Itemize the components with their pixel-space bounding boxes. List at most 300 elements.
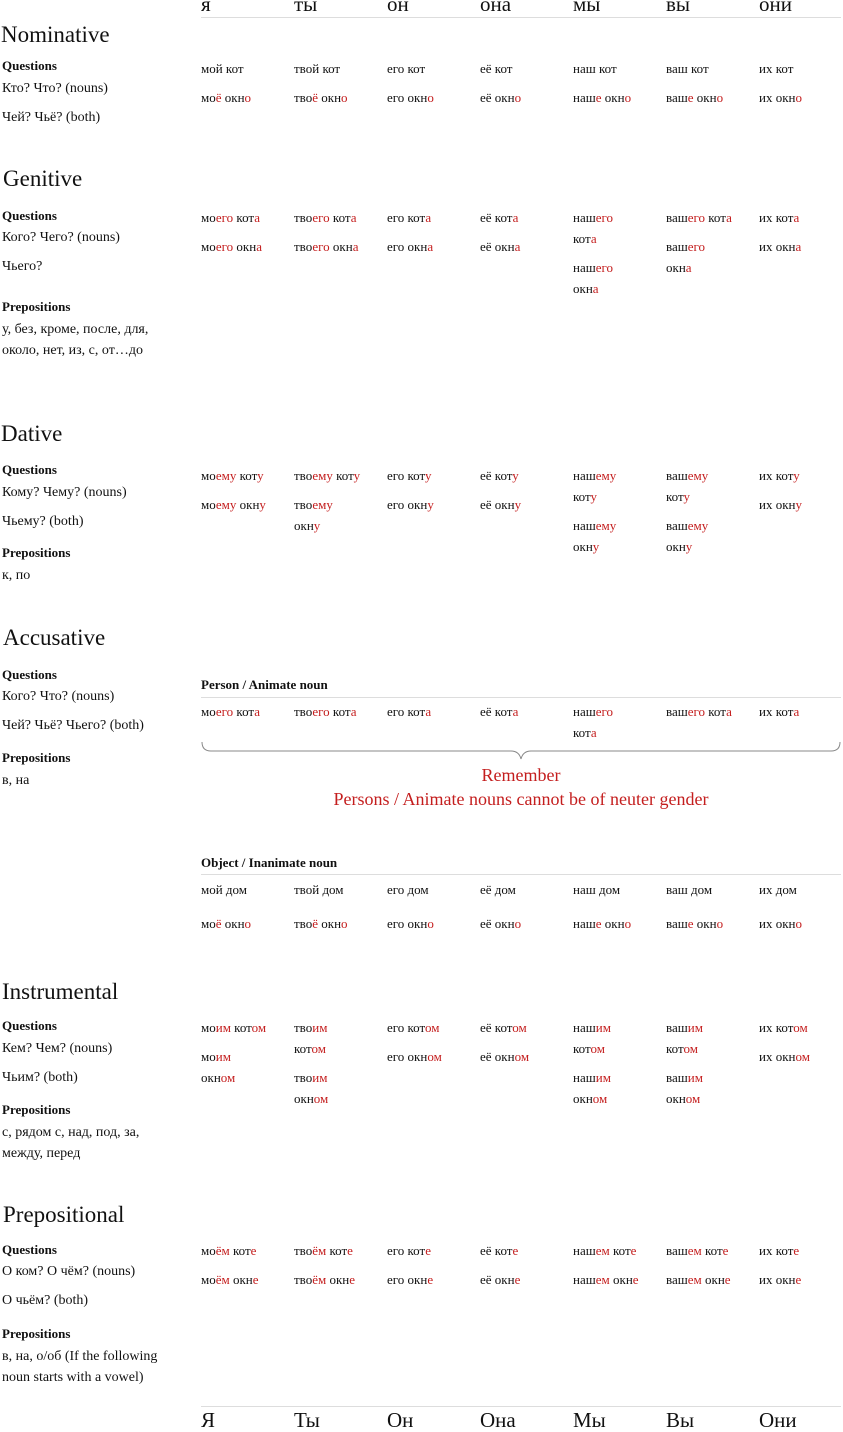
form-cell <box>759 1017 843 1075</box>
form-cell <box>573 701 661 751</box>
stem-text: твой кот <box>294 61 341 76</box>
word-form <box>201 236 289 257</box>
word-form-line <box>666 913 754 934</box>
question-line: Чьего? <box>2 259 43 274</box>
ending-highlight: его <box>215 239 234 254</box>
form-cell <box>759 58 843 116</box>
word-form-line <box>666 536 754 557</box>
stem-text: наш <box>573 1243 596 1258</box>
word-form <box>573 207 661 249</box>
form-cell <box>573 1017 661 1117</box>
stem-text: наш <box>573 1272 596 1287</box>
prepositions-text: с, рядом с, над, под, за, между, перед <box>2 1125 140 1161</box>
form-cell <box>387 465 475 523</box>
word-form <box>201 465 289 486</box>
ending-highlight: им <box>215 1020 231 1035</box>
word-form-line <box>759 1240 843 1261</box>
ending-highlight: ему <box>215 497 237 512</box>
case-title: Instrumental <box>2 979 119 1004</box>
form-cell <box>480 1240 568 1298</box>
stem-text: их кот <box>759 61 794 76</box>
ending-highlight: им <box>687 1070 703 1085</box>
header-rule <box>201 1406 841 1407</box>
form-cell <box>387 701 475 730</box>
pronoun-ty: ты <box>294 0 318 16</box>
word-form <box>294 465 382 486</box>
word-form-line <box>759 1017 843 1038</box>
word-form-line <box>480 87 568 108</box>
form-cell <box>759 701 843 730</box>
ending-highlight: ом <box>313 1091 329 1106</box>
word-form-line <box>294 494 382 515</box>
ending-highlight: ом <box>251 1020 267 1035</box>
stem-text: кот <box>329 210 351 225</box>
form-cell <box>666 58 754 116</box>
word-form <box>201 1240 289 1261</box>
word-form-line <box>480 1269 568 1290</box>
ending-highlight: а <box>254 704 261 719</box>
form-cell <box>201 465 289 523</box>
ending-highlight: ом <box>220 1070 236 1085</box>
pronoun-vy: вы <box>666 0 691 16</box>
ending-highlight: е <box>722 1243 729 1258</box>
word-form-line <box>666 465 754 486</box>
stem-text: ваш <box>666 210 688 225</box>
form-cell <box>666 1017 754 1117</box>
ending-highlight: ем <box>687 1243 702 1258</box>
ending-highlight: а <box>795 239 802 254</box>
questions-section <box>2 667 192 734</box>
word-form-line <box>666 701 754 722</box>
animate-subheading: Person / Animate noun <box>201 677 328 692</box>
stem-text: наш кот <box>573 61 617 76</box>
word-form <box>666 515 754 557</box>
prepositions-label: Prepositions <box>2 750 71 765</box>
word-form <box>759 465 843 486</box>
ending-highlight: его <box>312 210 330 225</box>
ending-highlight: ему <box>595 518 617 533</box>
stem-text: их кот <box>759 1243 794 1258</box>
stem-text: её дом <box>480 882 516 897</box>
word-form <box>387 1269 475 1290</box>
stem-text: их кот <box>759 210 794 225</box>
ending-highlight: а <box>512 210 519 225</box>
word-form <box>666 87 754 108</box>
ending-highlight: им <box>312 1020 328 1035</box>
word-form <box>480 701 568 722</box>
ending-highlight: ом <box>311 1041 326 1056</box>
word-form <box>573 257 661 299</box>
word-form-line <box>480 465 568 486</box>
ending-highlight: ё <box>312 90 319 105</box>
ending-highlight: им <box>312 1070 328 1085</box>
ending-highlight: о <box>514 90 522 105</box>
word-form-line <box>573 486 661 507</box>
word-form-line <box>666 1067 754 1088</box>
ending-highlight: ем <box>595 1272 610 1287</box>
word-form-line <box>759 236 843 257</box>
stem-text: тво <box>294 210 313 225</box>
word-form <box>480 87 568 108</box>
ending-highlight: ему <box>687 468 709 483</box>
stem-text: тво <box>294 468 313 483</box>
remember-title: Remember <box>481 765 561 785</box>
form-cell <box>759 465 843 523</box>
pronoun-ona: она <box>480 0 512 16</box>
stem-text: кот <box>230 1020 252 1035</box>
word-form <box>480 1046 568 1067</box>
form-cell <box>666 207 754 286</box>
stem-text: её окн <box>480 1272 515 1287</box>
pronoun-my: мы <box>573 0 601 16</box>
ending-highlight: его <box>595 210 614 225</box>
word-form-line <box>573 722 661 743</box>
word-form-line <box>294 1038 382 1059</box>
stem-text: окн <box>701 1272 725 1287</box>
prepositions-text: в, на, о/об (If the following noun starts with a vowel) <box>2 1349 158 1385</box>
stem-text: окн <box>201 1070 221 1085</box>
word-form <box>573 701 661 743</box>
ending-highlight: е <box>252 1272 259 1287</box>
stem-text: окн <box>601 90 625 105</box>
word-form-line <box>294 87 382 108</box>
questions-label: Questions <box>2 667 57 682</box>
stem-text: ваш <box>666 239 688 254</box>
form-cell <box>387 1017 475 1075</box>
word-form-line <box>480 1017 568 1038</box>
stem-text: его кот <box>387 1020 426 1035</box>
ending-highlight: ом <box>592 1091 608 1106</box>
ending-highlight: им <box>595 1070 611 1085</box>
word-form-line <box>573 1269 661 1290</box>
ending-highlight: у <box>512 468 519 483</box>
ending-highlight: ему <box>312 497 333 512</box>
form-cell <box>201 58 289 116</box>
pronoun-on: Он <box>387 1408 414 1432</box>
stem-text: окн <box>693 916 717 931</box>
ending-highlight: а <box>512 704 519 719</box>
ending-highlight: е <box>512 1243 519 1258</box>
word-form-line <box>666 486 754 507</box>
ending-highlight: а <box>350 704 357 719</box>
stem-text: её окн <box>480 90 515 105</box>
inanimate-subheading: Object / Inanimate noun <box>201 855 338 870</box>
stem-text: мо <box>201 239 216 254</box>
ending-highlight: а <box>590 231 597 246</box>
ending-highlight: ем <box>687 1272 702 1287</box>
questions-section <box>2 1242 192 1309</box>
ending-highlight: у <box>353 468 361 483</box>
word-form <box>480 1017 568 1038</box>
stem-text: их дом <box>759 882 797 897</box>
word-form-line <box>573 1088 661 1109</box>
prepositions-text: у, без, кроме, после, для, около, нет, из, с, от…до <box>2 322 149 358</box>
word-form <box>294 879 382 900</box>
word-form-line <box>573 1067 661 1088</box>
word-form-line <box>387 494 475 515</box>
word-form-line <box>387 1046 475 1067</box>
stem-text: ваш кот <box>666 61 709 76</box>
ending-highlight: о <box>341 90 348 105</box>
form-cell <box>480 1017 568 1075</box>
word-form-line <box>573 1240 661 1261</box>
word-form-line <box>573 207 661 228</box>
stem-text: кот <box>236 468 258 483</box>
word-form-line <box>387 913 475 934</box>
stem-text: окн <box>573 539 593 554</box>
word-form <box>294 701 382 722</box>
question-line: О чьём? (both) <box>2 1293 89 1308</box>
stem-text: её кот <box>480 210 513 225</box>
ending-highlight: ему <box>215 468 237 483</box>
question-line: Чей? Чьё? Чьего? (both) <box>2 718 144 733</box>
stem-text: мо <box>201 1049 216 1064</box>
word-form <box>201 913 289 934</box>
word-form <box>201 87 289 108</box>
ending-highlight: его <box>215 704 234 719</box>
prepositions-label: Prepositions <box>2 1326 71 1341</box>
form-cell <box>666 701 754 730</box>
stem-text: окн <box>573 281 593 296</box>
stem-text: кот <box>329 704 351 719</box>
word-form <box>387 1017 475 1038</box>
case-title: Accusative <box>3 625 106 650</box>
stem-text: ваш <box>666 1243 688 1258</box>
stem-text: её кот <box>480 1020 513 1035</box>
prepositions-section <box>2 1102 192 1164</box>
ending-highlight: ом <box>683 1041 698 1056</box>
stem-text: их кот <box>759 468 794 483</box>
ending-highlight: ём <box>215 1272 230 1287</box>
question-line: Кого? Чего? (nouns) <box>2 230 120 245</box>
stem-text: окн <box>294 1091 314 1106</box>
stem-text: окн <box>236 497 260 512</box>
stem-text: наш <box>573 1020 596 1035</box>
word-form-line <box>666 1088 754 1109</box>
stem-text: его окн <box>387 916 428 931</box>
word-form-line <box>294 515 382 536</box>
word-form <box>666 236 754 278</box>
word-form <box>573 1269 661 1290</box>
stem-text: окн <box>666 260 686 275</box>
word-form-line <box>759 701 843 722</box>
questions-section <box>2 1018 192 1086</box>
stem-text: твой дом <box>294 882 344 897</box>
word-form-line <box>666 207 754 228</box>
word-form <box>573 1240 661 1261</box>
questions-section <box>2 208 192 275</box>
word-form-line <box>759 207 843 228</box>
word-form <box>759 913 843 934</box>
word-form <box>759 207 843 228</box>
ending-highlight: о <box>341 916 348 931</box>
ending-highlight: е <box>427 1272 434 1287</box>
stem-text: его кот <box>387 210 426 225</box>
stem-text: кот <box>294 1041 312 1056</box>
stem-text: окн <box>221 916 245 931</box>
prepositions-section <box>2 545 192 586</box>
form-cell <box>573 465 661 565</box>
word-form <box>666 1017 754 1059</box>
form-cell <box>759 1240 843 1298</box>
form-cell <box>201 1240 289 1298</box>
ending-highlight: у <box>514 497 522 512</box>
word-form <box>666 1240 754 1261</box>
ending-highlight: ом <box>514 1049 530 1064</box>
questions-label: Questions <box>2 462 57 477</box>
word-form <box>294 87 382 108</box>
stem-text: окн <box>326 1272 350 1287</box>
case-title: Prepositional <box>3 1202 125 1227</box>
ending-highlight: а <box>592 281 599 296</box>
ending-highlight: а <box>514 239 521 254</box>
stem-text: его окн <box>387 1049 428 1064</box>
ending-highlight: ом <box>685 1091 701 1106</box>
stem-text: мо <box>201 1243 216 1258</box>
word-form <box>573 87 661 108</box>
question-line: Кому? Чему? (nouns) <box>2 485 127 500</box>
ending-highlight: е <box>595 90 602 105</box>
word-form-line <box>480 494 568 515</box>
ending-highlight: о <box>427 916 434 931</box>
ending-highlight: его <box>687 704 706 719</box>
word-form <box>759 236 843 257</box>
word-form <box>480 207 568 228</box>
ending-highlight: у <box>793 468 800 483</box>
stem-text: наш <box>573 1070 596 1085</box>
prepositions-label: Prepositions <box>2 299 71 314</box>
animate-rule <box>201 697 841 698</box>
stem-text: их окн <box>759 239 796 254</box>
stem-text: его окн <box>387 1272 428 1287</box>
ending-highlight: е <box>250 1243 257 1258</box>
stem-text: кот <box>705 210 727 225</box>
form-cell <box>294 879 382 947</box>
word-form <box>759 1017 843 1038</box>
stem-text: наш <box>573 90 596 105</box>
stem-text: его окн <box>387 90 428 105</box>
word-form <box>759 1046 843 1067</box>
case-title: Nominative <box>1 22 110 47</box>
stem-text: мо <box>201 468 216 483</box>
word-form <box>201 879 289 900</box>
word-form <box>387 236 475 257</box>
ending-highlight: е <box>347 1243 353 1258</box>
word-form <box>294 1240 382 1261</box>
ending-highlight: е <box>425 1243 431 1258</box>
stem-text: окн <box>666 1091 686 1106</box>
ending-highlight: им <box>595 1020 611 1035</box>
question-line: Чьим? (both) <box>2 1070 78 1085</box>
stem-text: окн <box>318 90 342 105</box>
stem-text: ваш <box>666 704 688 719</box>
stem-text: наш <box>573 704 596 719</box>
ending-highlight: у <box>259 497 266 512</box>
ending-highlight: а <box>425 704 432 719</box>
word-form-line <box>666 1017 754 1038</box>
word-form <box>480 465 568 486</box>
word-form-line <box>573 536 661 557</box>
ending-highlight: его <box>312 704 330 719</box>
ending-highlight: а <box>352 239 359 254</box>
ending-highlight: ё <box>215 916 222 931</box>
ending-highlight: ом <box>590 1041 605 1056</box>
ending-highlight: о <box>795 916 802 931</box>
ending-highlight: а <box>254 210 261 225</box>
word-form <box>666 701 754 722</box>
prepositions-text: к, по <box>2 568 31 583</box>
word-form-line <box>387 701 475 722</box>
word-form-line <box>666 879 754 900</box>
stem-text: кот <box>332 468 354 483</box>
word-form-line <box>294 1088 382 1109</box>
ending-highlight: а <box>726 704 732 719</box>
stem-text: его кот <box>387 1243 426 1258</box>
ending-highlight: о <box>244 916 252 931</box>
word-form-line <box>573 879 661 900</box>
word-form <box>666 207 754 228</box>
word-form <box>480 58 568 79</box>
stem-text: кот <box>229 1243 251 1258</box>
stem-text: мо <box>201 1020 216 1035</box>
word-form-line <box>573 701 661 722</box>
word-form-line <box>759 1269 843 1290</box>
form-cell <box>294 58 382 116</box>
word-form-line <box>387 465 475 486</box>
prepositions-section <box>2 299 192 361</box>
stem-text: наш дом <box>573 882 621 897</box>
ending-highlight: а <box>350 210 357 225</box>
word-form-line <box>294 58 382 79</box>
ending-highlight: е <box>349 1272 356 1287</box>
form-cell <box>294 1017 382 1117</box>
word-form-line <box>201 1269 289 1290</box>
word-form <box>480 913 568 934</box>
word-form-line <box>666 257 754 278</box>
ending-highlight: у <box>427 497 434 512</box>
form-cell <box>759 879 843 947</box>
word-form <box>387 879 475 900</box>
form-cell <box>294 207 382 265</box>
word-form-line <box>387 1269 475 1290</box>
word-form <box>573 913 661 934</box>
form-cell <box>387 879 475 947</box>
ending-highlight: ему <box>312 468 333 483</box>
word-form <box>666 58 754 79</box>
word-form <box>573 1017 661 1059</box>
questions-label: Questions <box>2 1018 57 1033</box>
prepositions-label: Prepositions <box>2 1102 71 1117</box>
ending-highlight: а <box>590 725 597 740</box>
stem-text: ваш <box>666 1020 688 1035</box>
word-form-line <box>480 1240 568 1261</box>
ending-highlight: у <box>425 468 432 483</box>
word-form <box>387 1240 475 1261</box>
word-form-line <box>573 515 661 536</box>
stem-text: их окн <box>759 916 796 931</box>
word-form-line <box>294 1240 382 1261</box>
stem-text: их окн <box>759 1049 796 1064</box>
word-form <box>387 465 475 486</box>
remember-note: Persons / Animate nouns cannot be of neuter gender <box>333 789 709 809</box>
word-form <box>387 913 475 934</box>
ending-highlight: его <box>595 260 614 275</box>
word-form-line <box>666 1269 754 1290</box>
ending-highlight: ём <box>312 1272 327 1287</box>
word-form-line <box>201 236 289 257</box>
form-cell <box>201 701 289 730</box>
word-form-line <box>294 1067 382 1088</box>
